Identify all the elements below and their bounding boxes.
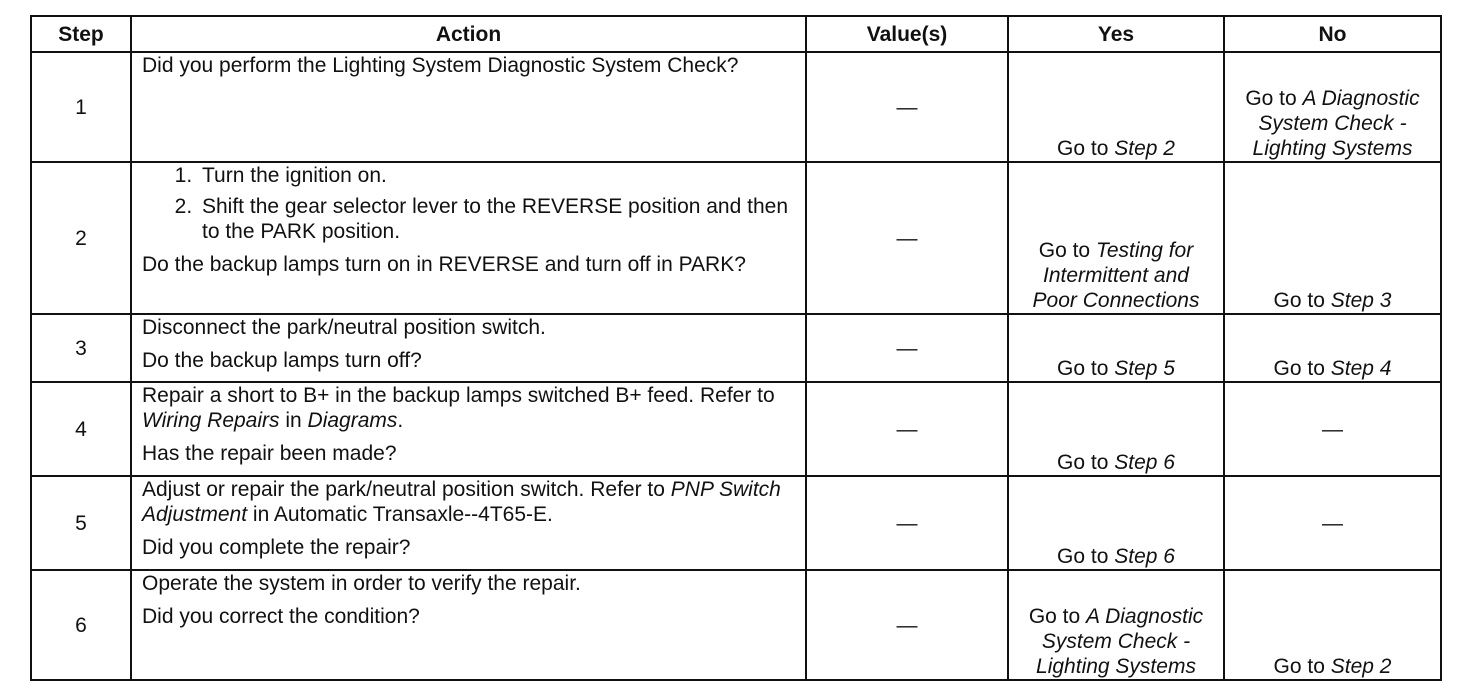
no-cell: [1224, 52, 1441, 162]
header-action: Action: [131, 16, 806, 52]
action-question: Did you perform the Lighting System Diagnostic System Check?: [142, 54, 739, 77]
value-cell: —: [806, 162, 1008, 314]
yes-prefix: Go to: [1038, 239, 1096, 262]
yes-prefix: Go to: [1028, 605, 1087, 628]
value-cell: —: [806, 570, 1008, 680]
step-number: 2: [31, 162, 131, 314]
header-row: [31, 16, 1441, 52]
yes-prefix: Go to: [1057, 137, 1115, 160]
table-row: [31, 52, 1441, 162]
action-cell: [131, 52, 806, 162]
action-step: 1. Turn the ignition on.: [198, 163, 795, 188]
action-text: in: [279, 409, 308, 432]
table-row: [31, 162, 1441, 314]
no-link[interactable]: Step 2: [1330, 655, 1392, 678]
table-row: [31, 570, 1441, 680]
action-text: Adjust or repair the park/neutral position switch. Refer to: [142, 478, 671, 501]
pnp-switch-adjustment-link[interactable]: PNP Switch Adjustment: [142, 478, 781, 526]
action-step: 2. Shift the gear selector lever to the REVERSE position and then to the PARK position.: [198, 194, 795, 244]
yes-link[interactable]: Testing for Intermittent and Poor Connections: [1032, 239, 1200, 312]
action-question: Has the repair been made?: [142, 442, 397, 465]
action-question: Do the backup lamps turn on in REVERSE and turn off in PARK?: [142, 253, 746, 276]
no-prefix: Go to: [1273, 357, 1331, 380]
yes-link[interactable]: Step 6: [1114, 545, 1175, 568]
action-cell: [131, 382, 806, 476]
header-no: No: [1224, 16, 1441, 52]
action-cell: [131, 314, 806, 382]
step-number: 1: [31, 52, 131, 162]
yes-cell: [1008, 314, 1224, 382]
header-values: Value(s): [806, 16, 1008, 52]
action-text: Repair a short to B+ in the backup lamps switched B+ feed. Refer to: [142, 384, 775, 407]
no-link[interactable]: Step 4: [1330, 357, 1392, 380]
no-cell: —: [1224, 476, 1441, 570]
no-prefix: Go to: [1273, 289, 1331, 312]
yes-link[interactable]: Step 5: [1114, 357, 1175, 380]
action-question: Did you complete the repair?: [142, 536, 411, 559]
step-number: 4: [31, 382, 131, 476]
value-cell: —: [806, 52, 1008, 162]
no-cell: [1224, 314, 1441, 382]
step-number: 6: [31, 570, 131, 680]
yes-prefix: Go to: [1057, 451, 1115, 474]
no-cell: —: [1224, 382, 1441, 476]
value-cell: —: [806, 382, 1008, 476]
action-instruction: [142, 383, 795, 433]
yes-link[interactable]: Step 2: [1114, 137, 1175, 160]
no-cell: [1224, 570, 1441, 680]
diagrams-link[interactable]: Diagrams: [307, 409, 398, 432]
action-steps-list: [142, 163, 795, 244]
action-instruction: Disconnect the park/neutral position switch.: [142, 316, 546, 339]
no-link[interactable]: Step 3: [1330, 289, 1392, 312]
action-cell: [131, 476, 806, 570]
step-number: 3: [31, 314, 131, 382]
action-instruction: [142, 477, 795, 527]
step-number: 5: [31, 476, 131, 570]
action-cell: [131, 162, 806, 314]
yes-cell: [1008, 52, 1224, 162]
diagnostic-table: [30, 15, 1442, 681]
value-cell: —: [806, 314, 1008, 382]
action-text: .: [397, 409, 404, 432]
no-prefix: Go to: [1245, 87, 1303, 110]
yes-cell: [1008, 476, 1224, 570]
value-cell: —: [806, 476, 1008, 570]
action-question: Did you correct the condition?: [142, 605, 420, 628]
action-question: Do the backup lamps turn off?: [142, 349, 422, 372]
header-yes: Yes: [1008, 16, 1224, 52]
yes-link[interactable]: A Diagnostic System Check - Lighting Systems: [1036, 605, 1204, 678]
no-link[interactable]: A Diagnostic System Check - Lighting Systems: [1252, 87, 1420, 160]
yes-link[interactable]: Step 6: [1114, 451, 1175, 474]
table-row: [31, 314, 1441, 382]
yes-prefix: Go to: [1057, 545, 1115, 568]
yes-cell: [1008, 382, 1224, 476]
action-instruction: Operate the system in order to verify the repair.: [142, 572, 581, 595]
action-cell: [131, 570, 806, 680]
wiring-repairs-link[interactable]: Wiring Repairs: [142, 409, 280, 432]
table-row: [31, 382, 1441, 476]
no-prefix: Go to: [1273, 655, 1331, 678]
yes-prefix: Go to: [1057, 357, 1115, 380]
action-text: in Automatic Transaxle--4T65-E.: [247, 503, 553, 526]
header-step: Step: [31, 16, 131, 52]
no-cell: [1224, 162, 1441, 314]
yes-cell: [1008, 570, 1224, 680]
yes-cell: [1008, 162, 1224, 314]
table-row: [31, 476, 1441, 570]
